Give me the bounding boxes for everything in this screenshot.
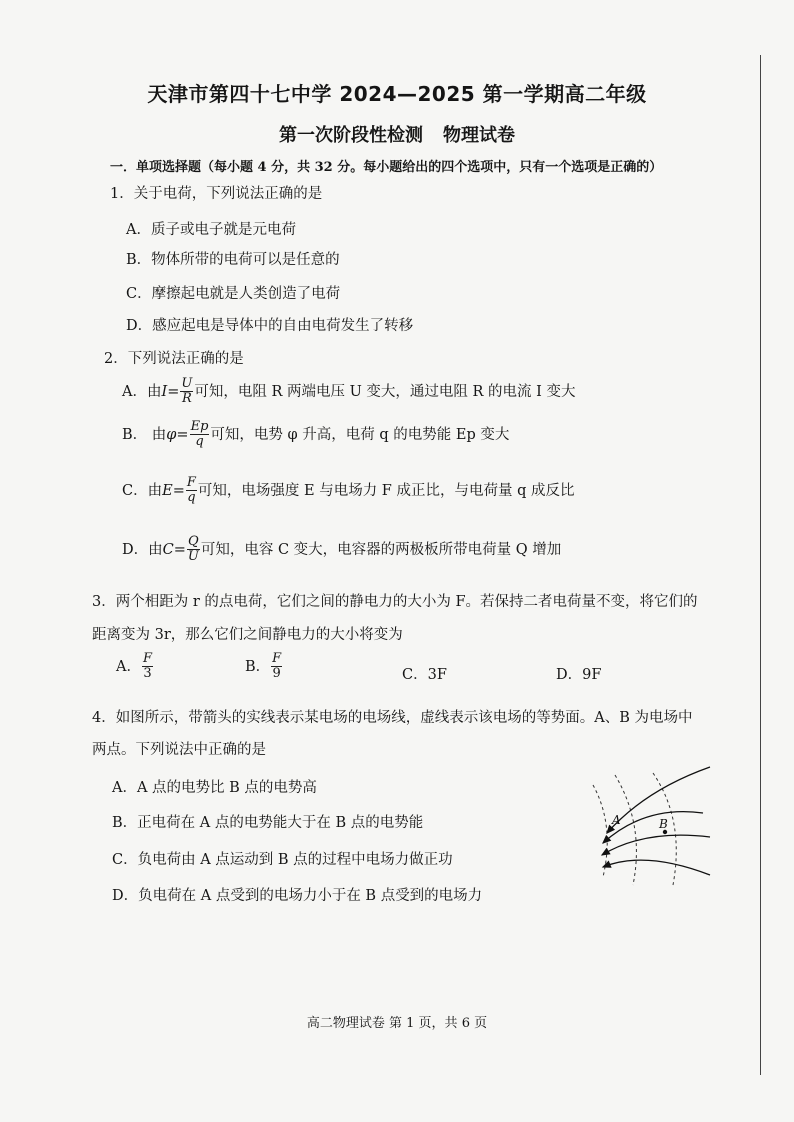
q3b-fraction	[271, 652, 282, 682]
q2b-fraction	[190, 420, 210, 450]
q2a-den: R	[181, 391, 192, 407]
q2d-pre: D．由	[122, 541, 163, 558]
q2d-fraction	[187, 535, 200, 565]
q3-option-c: C．3F	[402, 667, 447, 683]
q2a-lhs: I	[161, 383, 168, 400]
q2c-post: 可知，电场强度 E 与电场力 F 成正比，与电荷量 q 成反比	[197, 482, 575, 499]
point-b-label: B	[659, 817, 668, 831]
q3-line2: 距离变为 3r，那么它们之间静电力的大小将变为	[92, 627, 403, 643]
q3a-label: A．	[116, 658, 141, 675]
field-line-diagram	[585, 765, 715, 890]
q4-line1: 4．如图所示，带箭头的实线表示某电场的电场线，虚线表示该电场的等势面。A、B 为电场中	[92, 710, 693, 726]
q2d-den: U	[187, 549, 199, 565]
q2c-den: q	[187, 490, 196, 506]
q2c-num: F	[186, 475, 196, 490]
point-a-dot	[609, 827, 613, 831]
q2a-num: U	[181, 376, 193, 391]
q2b-pre: B． 由	[122, 426, 167, 443]
q2-option-d: D．由C= $\frac{Q}{U}$ 可知，电容 C 变大，电容器的两极板所带电荷量 Q 增加	[122, 534, 562, 565]
q4-option-b: B．正电荷在 A 点的电势能大于在 B 点的电势能	[112, 815, 424, 831]
q2-option-c: C．由E= $\frac{F}{q}$ 可知，电场强度 E 与电场力 F 成正比，与电荷量 q 成反比	[122, 475, 575, 506]
q1-option-c: C．摩擦起电就是人类创造了电荷	[126, 286, 341, 302]
point-a-label: A	[612, 813, 621, 827]
q3-option-d: D．9F	[556, 667, 602, 683]
q2d-lhs: C	[162, 541, 174, 558]
q1-option-b: B．物体所带的电荷可以是任意的	[126, 252, 340, 268]
q3a-den: 3	[143, 666, 152, 682]
q2-option-b: B． 由φ= $\frac{Ep}{q}$ 可知，电势 φ 升高，电荷 q 的电势能 Ep 变大	[122, 419, 510, 450]
section-heading: 一．单项选择题（每小题 4 分，共 32 分。每小题给出的四个选项中，只有一个选项是正确的）	[110, 160, 663, 175]
subtitle-left: 第一次阶段性检测	[279, 125, 423, 146]
q2b-lhs: φ	[166, 426, 177, 443]
q2b-num: Ep	[190, 419, 209, 434]
q4-line2: 两点。下列说法中正确的是	[92, 742, 266, 758]
q2a-fraction	[180, 377, 193, 407]
page-edge-line	[760, 55, 761, 1075]
q3-option-a	[116, 652, 154, 682]
q4-option-a: A．A 点的电势比 B 点的电势高	[112, 780, 317, 796]
field-line	[603, 860, 710, 875]
q1-option-d: D．感应起电是导体中的自由电荷发生了转移	[126, 318, 414, 334]
subtitle-right: 物理试卷	[443, 125, 515, 146]
q1-stem: 1．关于电荷，下列说法正确的是	[110, 186, 323, 202]
field-line	[602, 835, 710, 855]
q3a-num: F	[142, 651, 153, 666]
q2d-post: 可知，电容 C 变大，电容器的两极板所带电荷量 Q 增加	[200, 541, 562, 558]
q1-option-a: A．质子或电子就是元电荷	[126, 222, 296, 238]
q2c-lhs: E	[162, 482, 173, 499]
q2a-post: 可知，电阻 R 两端电压 U 变大，通过电阻 R 的电流 I 变大	[194, 383, 576, 400]
q2-stem: 2．下列说法正确的是	[104, 351, 244, 367]
equipotential-line	[615, 775, 636, 885]
q3b-num: F	[272, 651, 282, 666]
q3b-label: B．	[245, 658, 271, 675]
q2b-post: 可知，电势 φ 升高，电荷 q 的电势能 Ep 变大	[210, 426, 510, 443]
q4-option-c: C．负电荷由 A 点运动到 B 点的过程中电场力做正功	[112, 852, 453, 868]
q2c-fraction	[186, 476, 197, 506]
q4-option-d: D．负电荷在 A 点受到的电场力小于在 B 点受到的电场力	[112, 888, 483, 904]
q2a-pre: A．由	[122, 383, 162, 400]
q3-option-b	[245, 652, 283, 682]
exam-subtitle	[0, 121, 794, 147]
q2d-num: Q	[188, 534, 199, 549]
equipotential-line	[593, 785, 607, 877]
q3-line1: 3．两个相距为 r 的点电荷，它们之间的静电力的大小为 F。若保持二者电荷量不变，将它们的	[92, 594, 698, 610]
exam-title: 天津市第四十七中学 2024—2025 第一学期高二年级	[147, 82, 647, 106]
q3b-den: 9	[272, 666, 281, 682]
q2c-pre: C．由	[122, 482, 163, 499]
q2b-den: q	[190, 434, 210, 449]
q3a-fraction	[142, 652, 153, 682]
page-footer: 高二物理试卷 第 1 页，共 6 页	[306, 1016, 488, 1031]
q2-option-a: A．由I= $\frac{U}{R}$ 可知，电阻 R 两端电压 U 变大，通过电阻 R 的电流 I 变大	[122, 376, 576, 407]
